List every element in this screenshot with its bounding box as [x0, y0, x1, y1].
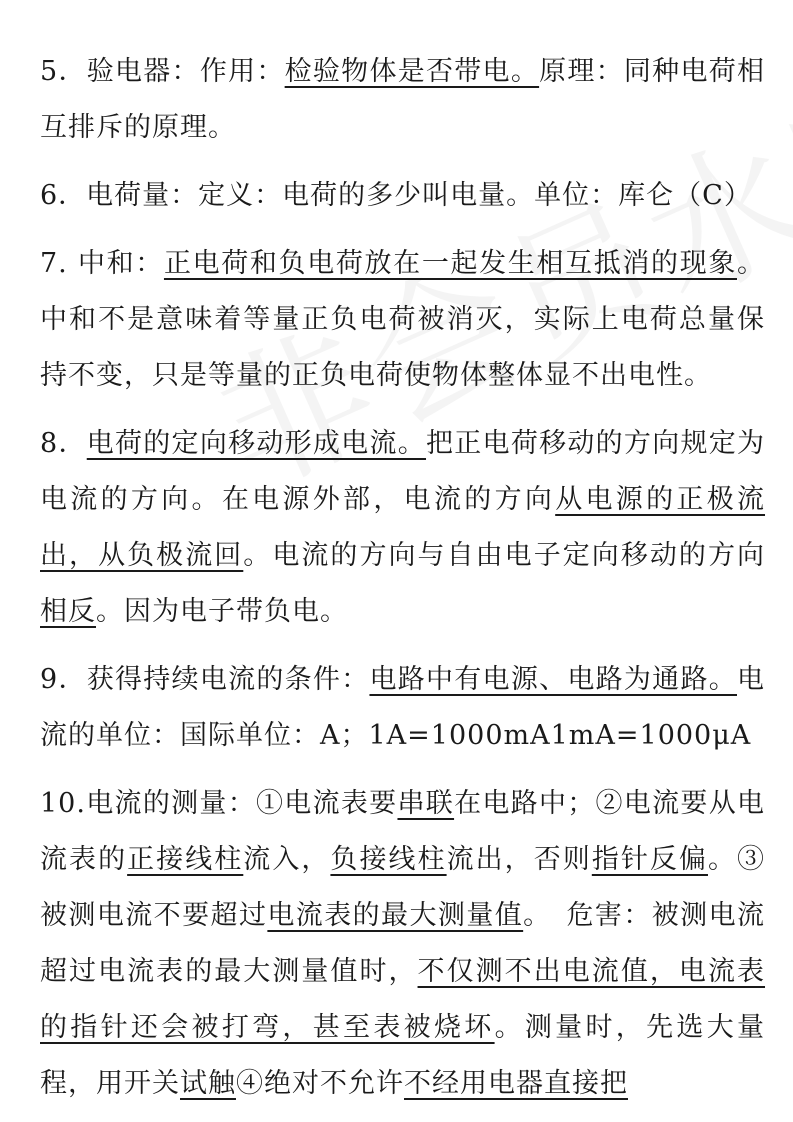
underlined-segment: 负接线柱	[330, 844, 447, 875]
notes-content	[40, 44, 765, 1112]
underlined-segment: 串联	[397, 788, 455, 819]
underlined-segment: 指针反偏	[591, 844, 708, 875]
text-segment: 。测量时，先选大量程，用开关	[40, 1012, 766, 1099]
text-segment: 。中和不是意味着等量正负电荷被消灭，实际上电荷总量保持不变，只是等量的正负电荷使物体整体显不出电性。	[40, 248, 765, 391]
note-item-8	[40, 416, 765, 640]
note-item-6	[40, 168, 765, 224]
underlined-segment: 不仅测不出电流值，电流表的指针还会被打弯，甚至表被烧坏	[40, 956, 766, 1043]
underlined-segment: 检验物体是否带电。	[284, 56, 540, 87]
text-segment: 原理：同种电荷相互排斥的原理。	[40, 56, 766, 143]
underlined-segment: 正电荷和负电荷放在一起发生相互抵消的现象	[163, 248, 737, 279]
underlined-segment: 电路中有电源、电路为通路。	[369, 664, 737, 695]
text-segment: 把正电荷移动的方向规定为电流的方向。在电源外部，电流的方向	[40, 428, 766, 515]
text-segment: 流出，否则	[446, 844, 592, 875]
underlined-segment: 相反	[40, 596, 96, 627]
text-segment: 电流的单位：国际单位：A；1A=1000mA1mA=1000μA	[40, 664, 765, 751]
underlined-segment: 电流表的最大测量值	[267, 900, 524, 931]
text-segment: ④绝对不允许	[236, 1068, 404, 1099]
text-segment: 10.电流的测量：①电流表要	[40, 788, 398, 819]
underlined-segment: 正接线柱	[127, 844, 244, 875]
note-item-9	[40, 652, 765, 764]
note-item-10	[40, 776, 765, 1112]
underlined-segment: 从电源的正极流出，从负极流回	[40, 484, 766, 571]
text-segment: 。③被测电流不要超过	[40, 844, 766, 931]
text-segment: 在电路中；②电流要从电流表的	[40, 788, 765, 875]
text-segment: 5．验电器：作用：	[40, 56, 285, 87]
note-item-5	[40, 44, 765, 156]
text-segment: 8．	[40, 428, 87, 459]
text-segment: 。 危害：被测电流超过电流表的最大测量值时，	[40, 900, 766, 987]
text-segment: 9．获得持续电流的条件：	[40, 664, 370, 695]
text-segment: 7. 中和：	[40, 248, 164, 279]
text-segment: 6．电荷量：定义：电荷的多少叫电量。单位：库仑（C）	[40, 180, 752, 211]
text-segment: 流入，	[243, 844, 331, 875]
underlined-segment: 不经用电器直接把	[404, 1068, 628, 1099]
text-segment: 。电流的方向与自由电子定向移动的方向	[243, 540, 766, 571]
underlined-segment: 试触	[180, 1068, 236, 1099]
underlined-segment: 电荷的定向移动形成电流。	[86, 428, 427, 459]
text-segment: 。因为电子带负电。	[96, 596, 348, 627]
note-item-7	[40, 236, 765, 404]
